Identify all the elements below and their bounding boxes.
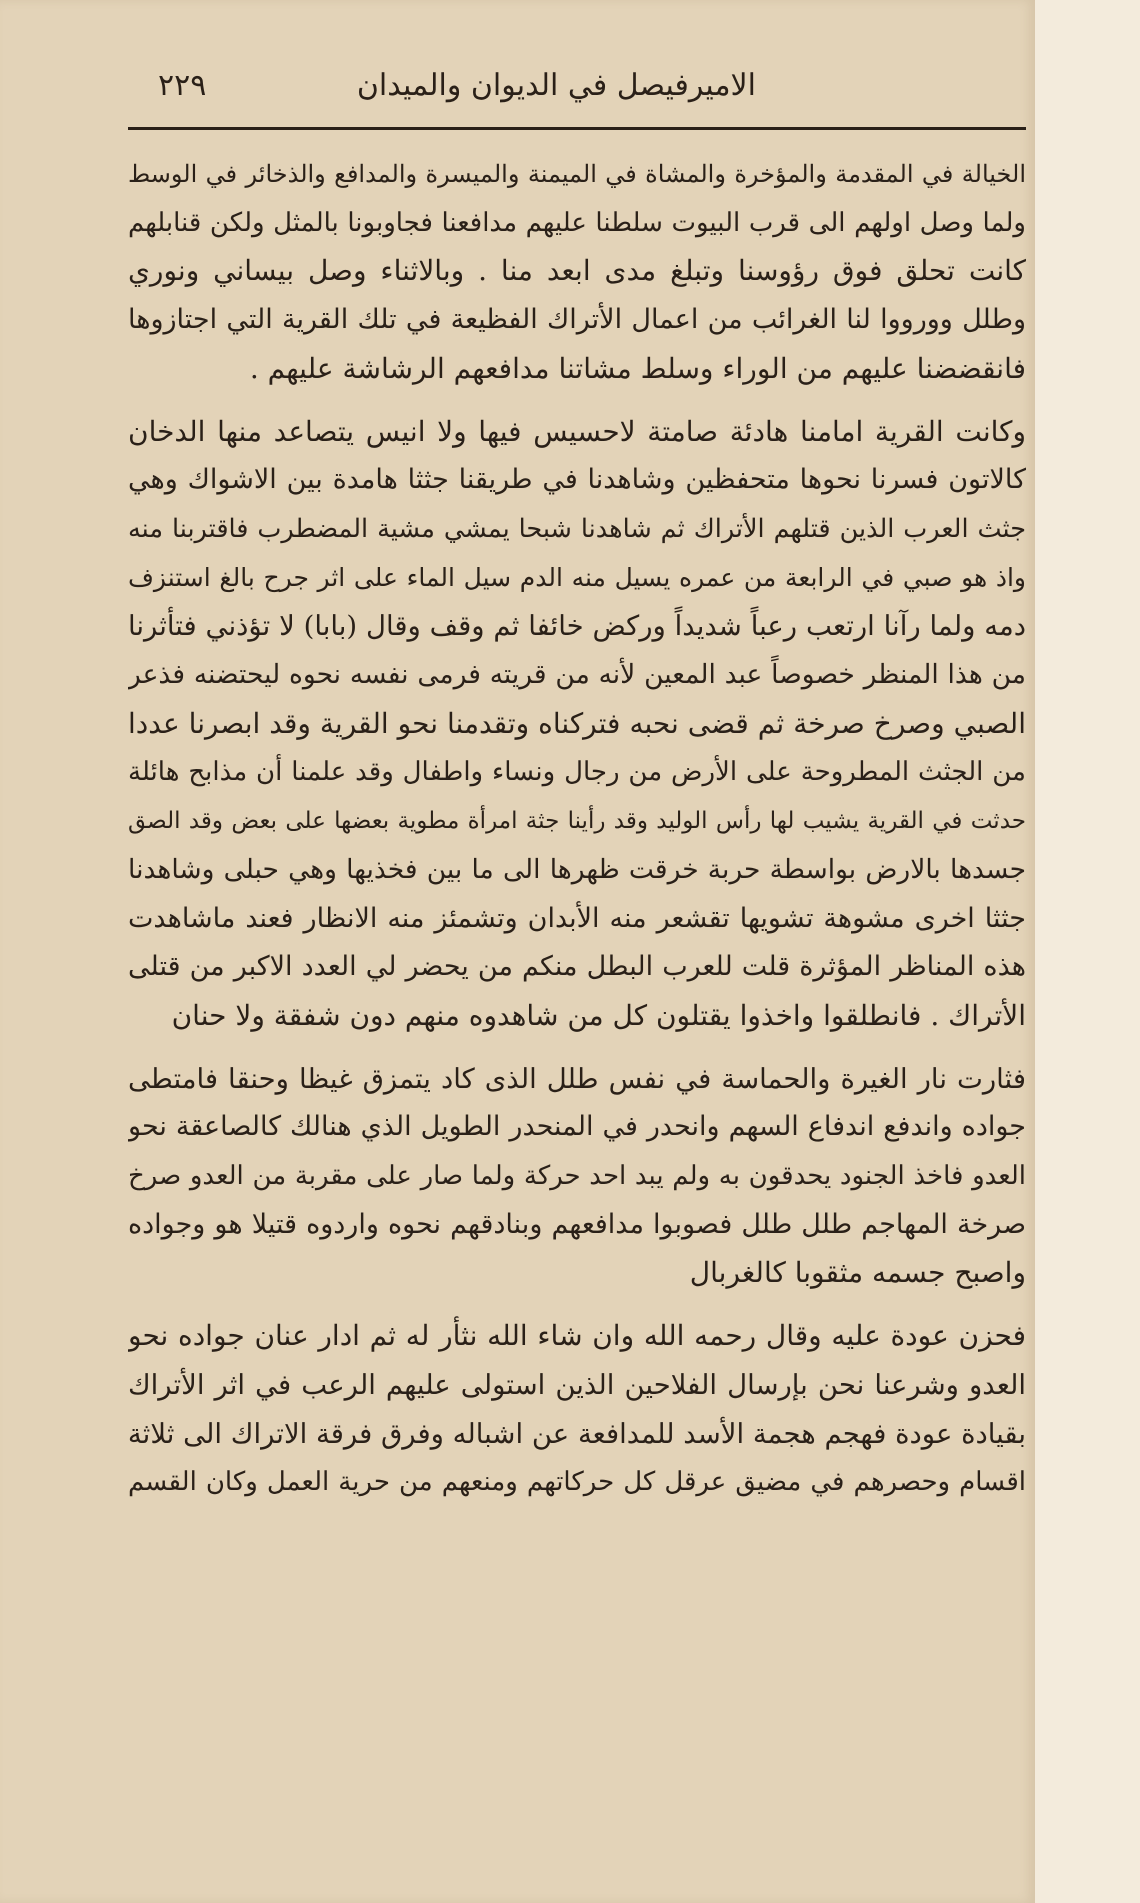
text-line: فحزن عودة عليه وقال رحمه الله وان شاء الله نثأر له ثم ادار عنان جواده نحو	[128, 1319, 1026, 1353]
paragraph	[128, 408, 1026, 1041]
text-line: كالاتون فسرنا نحوها متحفظين وشاهدنا في طريقنا جثثا هامدة بين الاشواك وهي	[128, 464, 1026, 496]
text-line: جثث العرب الذين قتلهم الأتراك ثم شاهدنا شبحا يمشي مشية المضطرب فاقتربنا منه	[128, 513, 1026, 544]
text-line: الصبي وصرخ صرخة ثم قضى نحبه فتركناه وتقدمنا نحو القرية وقد ابصرنا عددا	[128, 706, 1026, 740]
text-line: العدو فاخذ الجنود يحدقون به ولم يبد احد حركة ولما صار على مقربة من العدو صرخ	[128, 1161, 1026, 1192]
text-line: ولما وصل اولهم الى قرب البيوت سلطنا عليهم مدافعنا فجاوبونا بالمثل ولكن قنابلهم	[128, 207, 1026, 238]
text-line: فانقضضنا عليهم من الوراء وسلط مشاتنا مدافعهم الرشاشة عليهم .	[249, 351, 1026, 385]
text-line: من الجثث المطروحة على الأرض من رجال ونساء واطفال وقد علمنا أن مذابح هائلة	[128, 757, 1026, 788]
page-number: ٢٢٩	[158, 68, 207, 103]
text-line: وكانت القرية امامنا هادئة صامتة لاحسيس فيها ولا انيس يتصاعد منها الدخان	[128, 414, 1026, 448]
paragraph	[128, 150, 1026, 394]
text-line: العدو وشرعنا نحن بإرسال الفلاحين الذين استولى عليهم الرعب في اثر الأتراك	[128, 1368, 1026, 1401]
text-line: من هذا المنظر خصوصاً عبد المعين لأنه من قريته فرمى نفسه نحوه ليحتضنه فذعر	[128, 659, 1026, 691]
paragraph	[128, 1312, 1026, 1507]
header-rule	[128, 127, 1026, 130]
text-line: واذ هو صبي في الرابعة من عمره يسيل منه الدم سيل الماء على اثر جرح بالغ استنزف	[128, 562, 1026, 592]
text-line: جواده واندفع اندفاع السهم وانحدر في المنحدر الطويل الذي هنالك كالصاعقة نحو	[128, 1111, 1026, 1143]
text-line: صرخة المهاجم طلل طلل فصوبوا مدافعهم وبنادقهم نحوه واردوه قتيلا هو وجواده	[128, 1208, 1026, 1240]
text-line: الخيالة في المقدمة والمؤخرة والمشاة في الميمنة والميسرة والمدافع والذخائر في الوسط	[128, 160, 1026, 188]
text-line: بقيادة عودة فهجم هجمة الأسد للمدافعة عن اشباله وفرق فرقة الاتراك الى ثلاثة	[128, 1417, 1026, 1450]
text-line: جثثا اخرى مشوهة تشويها تقشعر منه الأبدان وتشمئز منه الانظار فعند ماشاهدت	[128, 902, 1026, 934]
text-line: الأتراك . فانطلقوا واخذوا يقتلون كل من شاهدوه منهم دون شفقة ولا حنان	[171, 998, 1026, 1032]
running-title: الاميرفيصل في الديوان والميدان	[356, 68, 756, 103]
text-line: هذه المناظر المؤثرة قلت للعرب البطل منكم من يحضر لي العدد الاكبر من قتلى	[128, 951, 1026, 983]
text-line: دمه ولما رآنا ارتعب رعباً شديداً وركض خائفا ثم وقف وقال (بابا) لا تؤذني فتأثرنا	[128, 610, 1026, 643]
text-line: واصبح جسمه مثقوبا كالغربال	[689, 1256, 1026, 1290]
page-header	[128, 62, 1026, 122]
text-line: فثارت نار الغيرة والحماسة في نفس طلل الذى كاد يتمزق غيظا وحنقا فامتطى	[128, 1062, 1026, 1095]
text-line: حدثت في القرية يشيب لها رأس الوليد وقد رأينا جثة امرأة مطوية بعضها على بعض وقد الصق	[128, 808, 1026, 835]
scan-margin	[1035, 0, 1140, 1903]
text-line: وطلل وورووا لنا الغرائب من اعمال الأتراك الفظيعة في تلك القرية التي اجتازوها	[128, 304, 1026, 336]
text-line: جسدها بالارض بواسطة حربة خرقت ظهرها الى ما بين فخذيها وهي حبلى وشاهدنا	[128, 853, 1026, 885]
page-body	[128, 150, 1026, 1507]
paragraph	[128, 1055, 1026, 1299]
text-line: اقسام وحصرهم في مضيق عرقل كل حركاتهم ومنعهم من حرية العمل وكان القسم	[128, 1467, 1026, 1498]
text-line: كانت تحلق فوق رؤوسنا وتبلغ مدى ابعد منا . وبالاثناء وصل بيساني ونوري	[128, 254, 1026, 288]
